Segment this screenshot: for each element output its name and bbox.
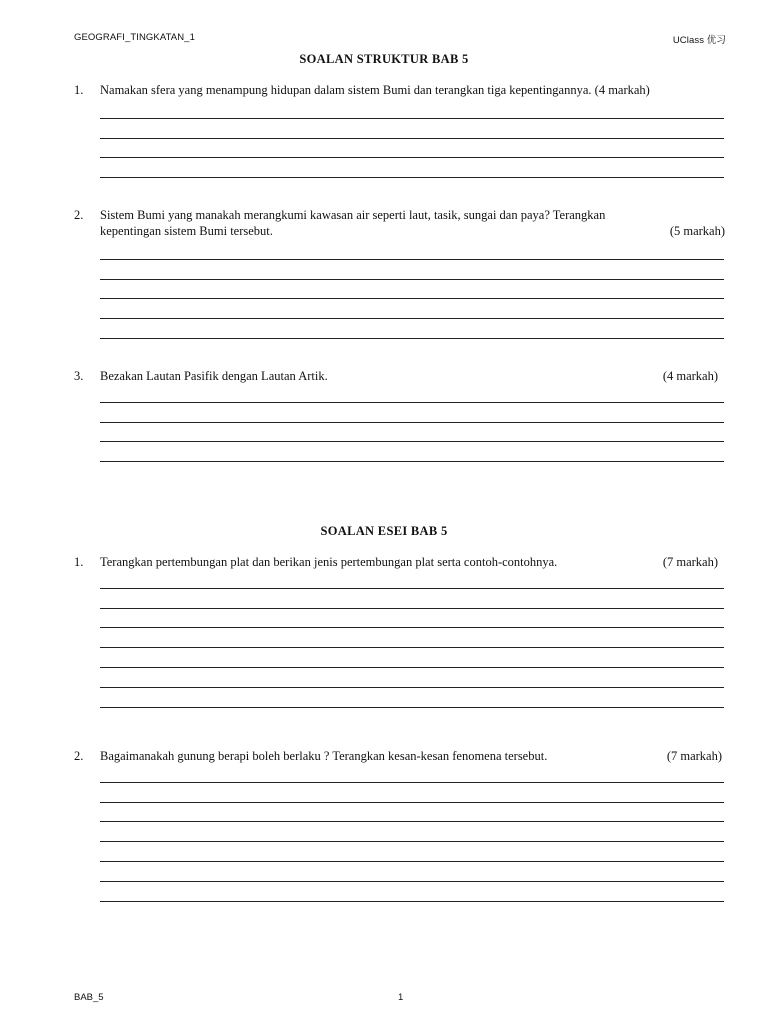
- answer-line[interactable]: [100, 319, 724, 339]
- answer-line[interactable]: [100, 299, 724, 319]
- question-number: 1.: [74, 83, 84, 97]
- question-text: [100, 207, 724, 239]
- answer-lines-struktur-1: [100, 99, 724, 178]
- answer-lines-esei-1: [100, 569, 724, 708]
- answer-line[interactable]: [100, 648, 724, 668]
- question-number: 2.: [74, 749, 84, 763]
- answer-line[interactable]: [100, 882, 724, 902]
- answer-line[interactable]: [100, 609, 724, 629]
- answer-line[interactable]: [100, 383, 724, 403]
- question-text: [100, 82, 724, 98]
- answer-line[interactable]: [100, 158, 724, 178]
- answer-lines-struktur-3: [100, 383, 724, 462]
- answer-line[interactable]: [100, 119, 724, 139]
- footer-chapter: BAB_5: [74, 992, 104, 1003]
- question-number: 1.: [74, 555, 84, 569]
- document-header-title: GEOGRAFI_TINGKATAN_1: [74, 32, 195, 43]
- answer-line[interactable]: [100, 99, 724, 119]
- answer-line[interactable]: [100, 783, 724, 803]
- answer-line[interactable]: [100, 763, 724, 783]
- question-number: 3.: [74, 369, 84, 383]
- answer-line[interactable]: [100, 569, 724, 589]
- answer-line[interactable]: [100, 628, 724, 648]
- answer-line[interactable]: [100, 862, 724, 882]
- answer-line[interactable]: [100, 423, 724, 443]
- answer-line[interactable]: [100, 688, 724, 708]
- answer-line[interactable]: [100, 668, 724, 688]
- question-text: Bezakan Lautan Pasifik dengan Lautan Artik.: [100, 369, 328, 383]
- document-header-brand: UClass 优习: [672, 35, 726, 46]
- section-title-struktur: SOALAN STRUKTUR BAB 5: [299, 52, 469, 66]
- answer-line[interactable]: [100, 442, 724, 462]
- question-marks: (7 markah): [666, 749, 722, 763]
- answer-line[interactable]: [100, 842, 724, 862]
- question-text: Bagaimanakah gunung berapi boleh berlaku ? Terangkan kesan-kesan fenomena tersebut.: [100, 749, 548, 763]
- answer-line[interactable]: [100, 403, 724, 423]
- question-text-line-1: Sistem Bumi yang manakah merangkumi kawasan air seperti laut, tasik, sungai dan paya? Terangkan: [100, 208, 606, 222]
- answer-line[interactable]: [100, 260, 724, 280]
- question-marks: (4 markah): [594, 83, 650, 97]
- question-marks: (4 markah): [662, 369, 718, 383]
- answer-line[interactable]: [100, 589, 724, 609]
- question-number: 2.: [74, 208, 84, 222]
- answer-line[interactable]: [100, 139, 724, 159]
- footer-page-number: 1: [398, 992, 404, 1003]
- question-text: Terangkan pertembungan plat dan berikan jenis pertembungan plat serta contoh-contohnya.: [100, 555, 558, 569]
- question-marks: (5 markah): [669, 224, 725, 238]
- question-marks: (7 markah): [662, 555, 718, 569]
- answer-line[interactable]: [100, 240, 724, 260]
- question-text-body: Namakan sfera yang menampung hidupan dalam sistem Bumi dan terangkan tiga kepentingannya.: [100, 83, 592, 97]
- section-title-esei: SOALAN ESEI BAB 5: [320, 524, 448, 538]
- answer-line[interactable]: [100, 280, 724, 300]
- answer-line[interactable]: [100, 822, 724, 842]
- question-text-line-2: kepentingan sistem Bumi tersebut.: [100, 224, 273, 238]
- answer-lines-esei-2: [100, 763, 724, 902]
- question-struktur-2: [74, 207, 724, 241]
- answer-line[interactable]: [100, 803, 724, 823]
- answer-lines-struktur-2: [100, 240, 724, 339]
